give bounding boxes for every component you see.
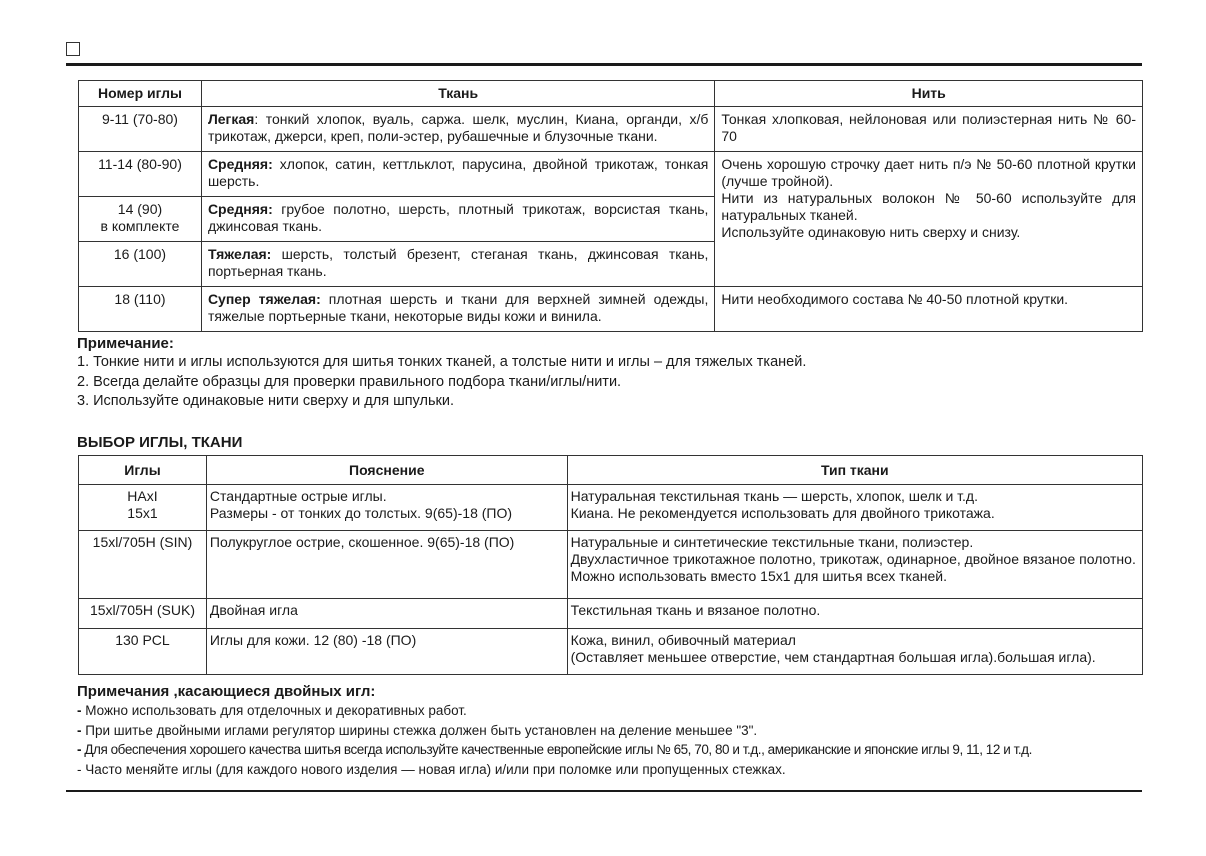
table-header-row	[79, 456, 1143, 485]
fabric-type-line: Натуральная текстильная ткань — шерсть, хлопок, шелк и т.д.	[570, 488, 978, 504]
checkbox-icon[interactable]	[66, 42, 80, 56]
note-line	[77, 760, 1147, 780]
fabric-weight: Средняя:	[207, 201, 273, 217]
note-line: 3. Используйте одинаковые нити сверху и для шпульки.	[77, 393, 454, 409]
fabric-desc: хлопок, сатин, кеттльклот, парусина, двойной трикотаж, тонкая шерсть.	[207, 156, 709, 189]
header-needles: Иглы	[79, 456, 207, 485]
thread-cell: Тонкая хлопковая, нейлоновая или полиэстерная нить № 60-70	[715, 107, 1143, 152]
notes-title: Примечание:	[77, 335, 174, 352]
fabric-desc: грубое полотно, шерсть, плотный трикотаж, ворсистая ткань, джинсовая ткань.	[207, 201, 709, 234]
fabric-weight: Тяжелая:	[207, 246, 272, 262]
explanation-line: Стандартные острые иглы.	[209, 488, 387, 504]
explanation-line: Размеры - от тонких до толстых. 9(65)-18 (ПО)	[209, 505, 513, 521]
bottom-divider	[66, 790, 1142, 792]
notes-title: Примечания ,касающиеся двойных игл:	[77, 683, 376, 700]
note-line: 2. Всегда делайте образцы для проверки правильного подбора ткани/иглы/нити.	[77, 373, 622, 390]
needle-number: 11-14 (80-90)	[79, 152, 202, 197]
fabric-type-line: Натуральные и синтетические текстильные ткани, полиэстер.	[570, 534, 974, 550]
notes-section	[77, 334, 1142, 412]
note-line: 1. Тонкие нити и иглы используются для шитья тонких тканей, а толстые нити и иглы – для тяжелых тканей.	[77, 354, 807, 370]
explanation-cell: Двойная игла	[206, 599, 567, 629]
header-thread: Нить	[715, 81, 1143, 107]
table-row	[79, 485, 1143, 531]
fabric-weight: Средняя:	[207, 156, 273, 172]
needle-number	[79, 197, 202, 242]
explanation-cell: Полукруглое острие, скошенное. 9(65)-18 (ПО)	[206, 531, 567, 599]
fabric-type-cell	[567, 485, 1142, 531]
table-row	[79, 107, 1143, 152]
fabric-type-line: Киана. Не рекомендуется использовать для двойного трикотажа.	[570, 505, 995, 521]
fabric-desc: : тонкий хлопок, вуаль, саржа. шелк, муслин, Киана, органди, х/б трикотаж, джерси, креп, поли-эстер, рубашечные и блузочные ткани.	[207, 111, 709, 144]
note-line	[77, 721, 1147, 741]
twin-needle-notes	[77, 682, 1147, 779]
fabric-type-cell	[567, 629, 1142, 675]
fabric-cell	[201, 152, 714, 197]
thread-cell-merged	[715, 152, 1143, 287]
fabric-desc: шерсть, толстый брезент, стеганая ткань, джинсовая ткань, портьерная ткань.	[207, 246, 709, 279]
table-row	[79, 629, 1143, 675]
thread-text: Используйте одинаковую нить сверху и снизу.	[721, 224, 1021, 240]
table-row	[79, 287, 1143, 332]
explanation-cell: Иглы для кожи. 12 (80) -18 (ПО)	[206, 629, 567, 675]
header-fabric-type: Тип ткани	[567, 456, 1142, 485]
fabric-cell	[201, 287, 714, 332]
needle-type: 15xl/705H (SIN)	[79, 531, 207, 599]
fabric-weight: Супер тяжелая:	[207, 291, 321, 307]
note-text: Часто меняйте иглы (для каждого нового изделия — новая игла) и/или при поломке или пропущенных стежках.	[81, 761, 786, 777]
dash-marker: -	[77, 703, 82, 718]
table-row	[79, 531, 1143, 599]
fabric-type-cell	[567, 531, 1142, 599]
header-explanation: Пояснение	[206, 456, 567, 485]
note-line	[77, 701, 1147, 721]
top-divider	[66, 63, 1142, 66]
fabric-weight: Легкая	[207, 111, 255, 127]
needle-number: 9-11 (70-80)	[79, 107, 202, 152]
thread-cell: Нити необходимого состава № 40-50 плотной крутки.	[715, 287, 1143, 332]
header-fabric: Ткань	[201, 81, 714, 107]
table-row	[79, 599, 1143, 629]
needle-type: 15xl/705H (SUK)	[79, 599, 207, 629]
needle-code: HAxI	[127, 488, 158, 504]
fabric-type-line: (Оставляет меньшее отверстие, чем стандартная большая игла).большая игла).	[570, 649, 1096, 665]
thread-text: Очень хорошую строчку дает нить п/э № 50-60 плотной крутки (лучше тройной).	[721, 156, 1136, 189]
needle-selection-table	[78, 455, 1143, 675]
needle-code: 15x1	[127, 505, 158, 521]
fabric-type-cell: Текстильная ткань и вязаное полотно.	[567, 599, 1142, 629]
fabric-cell	[201, 242, 714, 287]
dash-marker: -	[77, 742, 82, 757]
note-text: При шитье двойными иглами регулятор ширины стежка должен быть установлен на деление меньшее "3".	[81, 722, 758, 738]
section-title: ВЫБОР ИГЛЫ, ТКАНИ	[77, 434, 243, 451]
note-text: Можно использовать для отделочных и декоративных работ.	[81, 703, 467, 718]
table-row	[79, 152, 1143, 197]
dash-marker: -	[77, 761, 82, 777]
needle-type	[79, 485, 207, 531]
fabric-type-line: Кожа, винил, обивочный материал	[570, 632, 796, 648]
needle-note: в комплекте	[100, 218, 180, 234]
needle-size: 14 (90)	[117, 201, 163, 217]
fabric-cell	[201, 107, 714, 152]
fabric-type-line: Двухластичное трикотажное полотно, трикотаж, одинарное, двойное вязаное полотно. Можно использовать вместо 15x1 для шитья всех тканей.	[570, 551, 1136, 584]
needle-type: 130 PCL	[79, 629, 207, 675]
header-needle-number: Номер иглы	[79, 81, 202, 107]
dash-marker: -	[77, 722, 82, 738]
needle-fabric-thread-table	[78, 80, 1143, 332]
fabric-cell	[201, 197, 714, 242]
note-line	[77, 740, 1147, 760]
explanation-cell	[206, 485, 567, 531]
fabric-desc: плотная шерсть и ткани для верхней зимней одежды, тяжелые портьерные ткани, некоторые виды кожи и винила.	[207, 291, 709, 324]
table-header-row	[79, 81, 1143, 107]
needle-number: 16 (100)	[79, 242, 202, 287]
needle-number: 18 (110)	[79, 287, 202, 332]
thread-text: Нити из натуральных волокон № 50-60 используйте для натуральных тканей.	[721, 190, 1136, 223]
note-text: Для обеспечения хорошего качества шитья всегда используйте качественные европейские иглы № 65, 70, 80 и т.д., американские и японские иглы 9, 11, 12 и т.д.	[81, 742, 1032, 757]
